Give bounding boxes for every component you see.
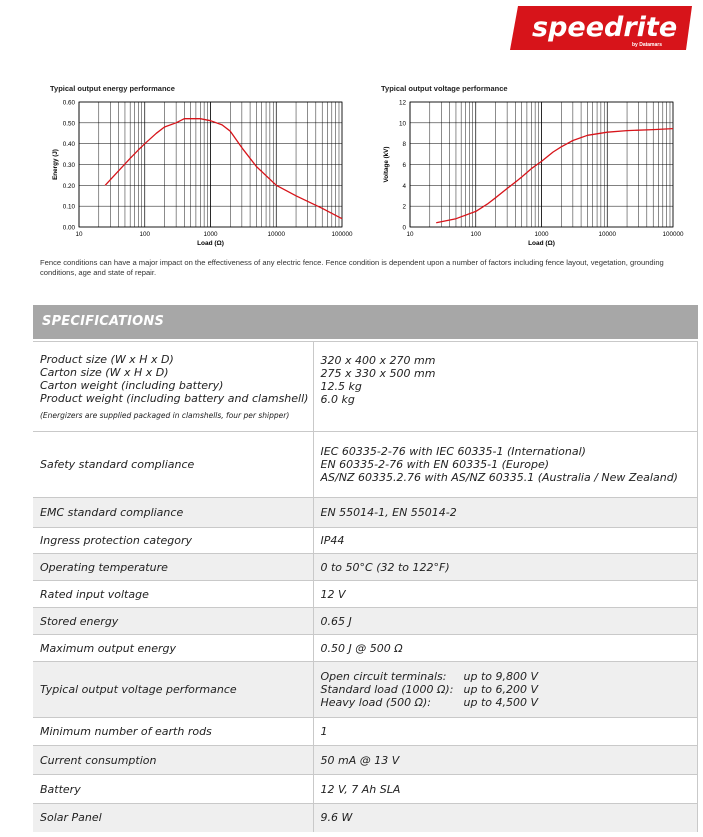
spec-label: Maximum output energy [33,635,313,662]
sizes-values [313,342,698,432]
spec-label: Product size (W x H x D) [40,352,174,366]
table-row [33,804,698,832]
fence-condition-note: Fence conditions can have a major impact on the effectiveness of any electric fence. Fence condition is dependent upon a number of factors including fence layout, vegetation, grounding conditions, age and state of repair. [40,258,664,277]
voltage-performance-values [313,662,698,718]
spec-value: 12 V, 7 Ah SLA [313,775,698,804]
energy-chart [50,84,370,254]
safety-values [313,432,698,498]
voltage-chart [381,84,701,254]
x-tick-label: 10000 [267,231,286,238]
y-axis-label: Energy (J) [52,149,59,180]
spec-value: IEC 60335-2-76 with IEC 60335-1 (International) [320,445,586,458]
spec-label: Product weight (including battery and clamshell) [40,391,309,405]
spec-label: Current consumption [33,746,313,775]
voltage-row-value: up to 9,800 V [463,670,539,683]
voltage-row-value: up to 4,500 V [463,696,539,709]
x-tick-label: 10 [406,231,414,238]
spec-label: Safety standard compliance [33,432,313,498]
table-row [33,746,698,775]
y-tick-label: 0 [402,224,406,232]
spec-label: Operating temperature [33,554,313,581]
y-tick-label: 2 [402,203,406,211]
voltage-row [321,670,698,683]
x-tick-label: 1000 [534,231,549,238]
logo-subtext: by Datamars [632,42,663,48]
y-tick-label: 10 [398,120,406,128]
spec-value: 9.6 W [313,804,698,832]
table-row [33,554,698,581]
y-tick-label: 0.50 [62,120,75,128]
spec-label: EMC standard compliance [33,498,313,528]
voltage-row-label: Heavy load (500 Ω): [320,696,431,709]
table-row [33,662,698,718]
chart-title: Typical output energy performance [50,84,175,93]
voltage-row [321,683,698,696]
spec-value: 320 x 400 x 270 mm [320,354,436,367]
x-axis-label: Load (Ω) [528,240,555,247]
x-tick-label: 1000 [203,231,218,238]
table-row [33,608,698,635]
spec-value: 0.65 J [313,608,698,635]
x-tick-label: 100000 [662,231,684,238]
x-tick-label: 100000 [331,231,353,238]
spec-label: Carton weight (including battery) [40,378,224,392]
chart-title: Typical output voltage performance [381,84,508,93]
spec-label: Battery [33,775,313,804]
y-tick-label: 6 [402,162,406,169]
y-tick-label: 0.60 [62,99,75,107]
table-row [33,581,698,608]
y-tick-label: 4 [402,182,406,190]
voltage-row-label: Standard load (1000 Ω): [320,683,454,696]
spec-value: 50 mA @ 13 V [313,746,698,775]
spec-value: 6.0 kg [320,393,355,406]
spec-label: Minimum number of earth rods [33,718,313,746]
x-axis-label: Load (Ω) [197,240,224,247]
spec-value: 275 x 330 x 500 mm [320,367,436,380]
voltage-row-label: Open circuit terminals: [320,670,447,683]
y-tick-label: 12 [398,99,406,107]
voltage-chart-plot [381,92,691,254]
y-axis-label: Voltage (kV) [383,146,390,183]
y-tick-label: 0.10 [62,203,75,211]
spec-value: IP44 [313,528,698,554]
spec-value: EN 60335-2-76 with EN 60335-1 (Europe) [320,458,550,471]
packaging-footnote: (Energizers are supplied packaged in clamshells, four per shipper) [40,410,290,420]
speedrite-logo [510,6,692,50]
spec-label: Typical output voltage performance [33,662,313,718]
table-row [33,528,698,554]
spec-label: Solar Panel [33,804,313,832]
spec-label: Carton size (W x H x D) [40,365,169,379]
table-row [33,432,698,498]
x-tick-label: 10000 [598,231,617,238]
specifications-header: SPECIFICATIONS [33,305,698,339]
y-tick-label: 8 [402,141,406,149]
specifications-table [33,341,698,832]
y-tick-label: 0.20 [62,182,75,190]
spec-value: 0 to 50°C (32 to 122°F) [313,554,698,581]
table-row [33,775,698,804]
spec-value: 1 [313,718,698,746]
spec-value: 12.5 kg [320,380,362,393]
spec-label: Rated input voltage [33,581,313,608]
x-tick-label: 100 [470,231,482,238]
spec-value: EN 55014-1, EN 55014-2 [313,498,698,528]
table-row [33,498,698,528]
voltage-row [321,696,698,709]
table-row [33,718,698,746]
x-tick-label: 100 [139,231,151,238]
spec-value: 12 V [313,581,698,608]
voltage-row-value: up to 6,200 V [463,683,539,696]
spec-label: Stored energy [33,608,313,635]
energy-chart-plot [50,92,360,254]
spec-label: Ingress protection category [33,528,313,554]
table-row [33,342,698,432]
table-row [33,635,698,662]
logo-text: speedrite [532,12,678,43]
spec-value: 0.50 J @ 500 Ω [313,635,698,662]
y-tick-label: 0.40 [62,141,75,149]
sizes-labels [33,342,313,432]
spec-value: AS/NZ 60335.2.76 with AS/NZ 60335.1 (Australia / New Zealand) [320,471,678,484]
x-tick-label: 10 [75,231,83,238]
y-tick-label: 0.00 [62,224,75,232]
y-tick-label: 0.30 [62,162,75,169]
